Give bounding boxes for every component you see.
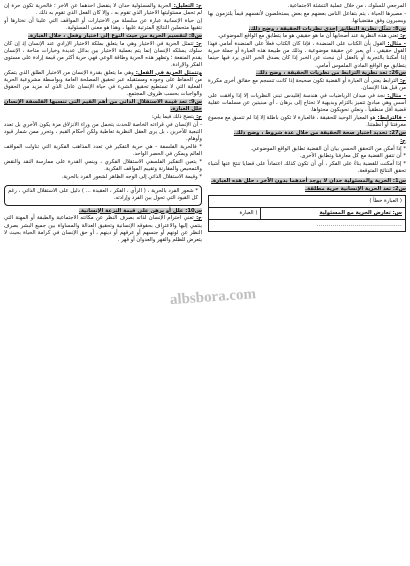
boxed-note: * شعور الفرد بالحرية ، ( الرأي ، الفكر ، العقيدة ... ) دليل على الاستقلال الذاتي ، رغم كل القيود التي تحول بين الفرد وإرادته. xyxy=(4,185,202,205)
paragraph-label: - مثال: xyxy=(385,41,406,48)
question-heading-text: س10: علل أو برهن على قيمة النزعة الإنسانية. xyxy=(78,207,202,214)
paragraph xyxy=(4,174,202,181)
question-heading-text: س26: تعد نظرية الترابط من نظريات الحقيقة ، وضح ذلك. xyxy=(255,70,406,77)
paragraph-label: - فالترابط: xyxy=(375,115,406,122)
left-column xyxy=(4,3,202,564)
spacer xyxy=(4,181,202,183)
paragraph xyxy=(208,11,406,25)
question-heading-text: س8: تمثّل نظرية التطابق إحدى نظريات الحقيقة ، وضح ذلك. xyxy=(248,25,406,32)
paragraph xyxy=(208,78,406,92)
question-heading-text: س9: تعد قيمة الاستقلال الذاتي من أهم القيم التي تنسبها الفلسفة الإنسان حلل العبارة. xyxy=(4,99,202,113)
paragraph-text: إن حياة الإنسانية عبارة عن سلسلة من الاختيارات أو المواقف التي علينا أن نختارها أو نتقيها متحملين النتائج المترتبة عليها ، وهذا هو معنى المسئولية. xyxy=(4,17,202,32)
paragraph-label: ج: xyxy=(398,33,406,40)
table-cell-subject: ( العبارة xyxy=(209,208,261,220)
question-heading-text: س27: تحديد اختبار صحة الحقيقة من خلال عدة شروط ، وضح ذلك. xyxy=(233,130,406,136)
paragraph xyxy=(4,18,202,32)
paragraph-text: - مصيرها الحياة ، يتم بتفاعل الناس بعضهم مع بعض يستخلصون لأنفسهم قيماً يلتزمون بها ويسيرون وفق مقتضياتها. xyxy=(208,10,406,24)
paragraph-text: * إذا أمكنت للقضية بناءً على الفكر ، أي أن تكون كذلك اعتماداً على قضايا تنتج عنها أشياء تحقق النتائج المتوقعة. xyxy=(208,161,406,175)
paragraph-text: الترابط يعني أن العبارة أو القضية تكون صحيحة إذا كانت تنسجم مع حقائق أخرى مكررة من قبل هذا الإنسان. xyxy=(208,78,406,92)
paragraph xyxy=(4,159,202,173)
paragraph-text: الحرية والمسئولية حدان لا ينفصل أحدهما عن الآخر ؛ فالحرية تكون حرة إن لم تحمل مسئوليتها الاختيار الذي تقوم به ، وإلا كان الفعل الذي تقوم به ذلك . xyxy=(4,3,202,17)
question-heading xyxy=(208,130,406,137)
paragraph-text: هو المعيار الوحيد للحقيقة ، فالعبارة لا تكون باطلة إلا إذا لم تتسق مع مجموع معرفتنا أو أنظمتنا. xyxy=(208,115,406,129)
question-heading xyxy=(208,70,406,77)
question-heading xyxy=(4,99,202,113)
right-column xyxy=(208,3,406,564)
question-heading-text: س2: تعد الحرية الإنسانية حرية مطلقة. xyxy=(305,186,406,193)
paragraph-text: * فالحرية الفلسفة - هي حرية التفكير في تعدد المذاهب الفكرية التي تناولت المواقف العالم ويمكن في الحصر الواحد. xyxy=(4,143,202,157)
table-cell-dots: ........................................... xyxy=(209,220,406,232)
paragraph-text: نجد في ميدان الرياضيات في هندسة إقليدس تبنى النظريات إلا إذا وافقت على أسس وهي مبادئ تتميز بالتزام وبديهية لا تحتاج إلى برهان ، أي مبنيتين عن مسلمات عقلية قضية أقل منطقياً ، ونعلي نحويكون محتواها. xyxy=(208,93,406,114)
paragraph-label: ج: التعليل: xyxy=(171,3,202,9)
question-heading xyxy=(208,186,406,193)
paragraph xyxy=(208,3,406,10)
table-row xyxy=(209,220,406,232)
paragraph-text: المرجعي للسلوك ، من خلال عملية التنشئة الاجتماعية. xyxy=(287,3,406,9)
paragraph xyxy=(208,41,406,70)
paragraph-text: * يتعين التفكير الفلسفي الاستقلال الفكري ، وينمي القدرة على ممارسة النقد والنقض والتمحيص والمقارنة وتقييم المواقف الفكرية. xyxy=(4,158,202,172)
paragraph-label: ج: xyxy=(194,113,202,120)
paragraph-text: القول بأن الكتاب على المنضدة ، فإذا كان الكتاب فعلاً على المنضدة أمامي فهذا القول حقيقي ، أي يعبر عن حقيقة موضوعية ، وذلك من طبيعة هذه العبارة أو جملة خبرية إذا أمكننا بالتجربة أو بالعقل أن نبحث عن الخبر إذا كان يصدق الخبر الذي يرد فيها حينما يتطابق مع الواقع المادي الملموس أمامي. xyxy=(208,41,406,69)
answer-table xyxy=(208,195,406,232)
paragraph xyxy=(4,41,202,70)
paragraph xyxy=(4,144,202,158)
bottom-questions xyxy=(208,178,406,232)
paragraph xyxy=(4,3,202,17)
paragraph-text: يتضح ذلك فيما يلي: xyxy=(151,113,195,120)
paragraph xyxy=(208,33,406,40)
paragraph xyxy=(4,114,202,121)
question-heading-text: س8: لتقسيم الحرية من حيث النوع إلى اختيار وفعل ، خلال العبارة. xyxy=(28,32,202,39)
paragraph xyxy=(208,146,406,153)
paragraph-label: ج: xyxy=(193,40,202,47)
paragraph-label: ج: xyxy=(400,137,406,144)
question-heading xyxy=(4,208,202,215)
paragraph xyxy=(208,115,406,129)
paragraph xyxy=(4,215,202,244)
paragraph-label: وتتمثل الحرية في الفعل: xyxy=(133,69,202,76)
paragraph xyxy=(208,161,406,175)
paragraph-text: - أن الإنسان في قراءته الخاصة للحدث يتحمل من وراء الانزلاق مرة يكون الآخري بل تعدد التبعية للآخرين ، بل يرى العقل النظرية تعاطية ولكن أحكام القيم ، وتحرر ممن شمار قيود وأوهام. xyxy=(4,121,202,142)
question-heading-text: س1: الحرية والمسئولية حدان لا يوجد أحدهما بدون الآخر ، حلل هذه العبارة. xyxy=(211,178,406,185)
question-heading xyxy=(4,33,202,40)
paragraph-label: - مثال: xyxy=(384,93,406,100)
paragraph xyxy=(208,138,406,145)
paragraph xyxy=(208,153,406,160)
paragraph-text: تعني هذه النظرية عند أصحابها أن ما هو حقيقي هو ما يتطابق مع الواقع الموضوعي. xyxy=(217,33,399,40)
paragraph-text: * وقيمة الاستقلال الذاتي إلى الوجه الظاهر لشعور الفرد بالحرية. xyxy=(61,173,202,180)
question-heading xyxy=(208,178,406,185)
site-watermark: albsbora.com xyxy=(169,286,257,309)
table-row xyxy=(209,196,406,208)
paragraph-label: ج: xyxy=(398,78,406,85)
paragraph-text: * إذا أمكن من التحقق الحسي بيان أن القضية تطابق الواقع الموضوعي. xyxy=(250,145,406,152)
table-cell-question: س: تعارض الحرية مع المسئولية xyxy=(261,208,406,220)
paragraph-text: * أن تتفق القضية مع كل معارفنا وتطابق الأخرى. xyxy=(299,153,406,160)
paragraph-text: وهي ما يتعلق بقدرة الإنسان من الاختيار الطلق الذي يتمكن من الحفاظ على وجوده ومستقبله عبر تحقيق المصلحة العامة وبواسطة مشروعية الحرية الفعلية التي لا تستطيع تحقيق الشيء في حياة الإنسان عادل الذي له مزيد من الحقوق والواجبات بحسب ظروف المجتمع. xyxy=(4,69,202,98)
paragraph-text: تتمثل الحرية في الاختيار وهي ما يتعلق بملكة الاختيار الإرادي عند الإنسان إذ إن كان سلوك يسلكه الإنسان إنما يتم بعملية الاختيار بين بدائل عديدة وخيارات متاحة ، الإنسان يقدم المنفعة ؛ وتظهر هذه الحرية وطاقة الوعي فهي حرية أكثر من قيمة إرادة على مستوى الفكر والإرادة. xyxy=(4,40,202,69)
paragraph xyxy=(208,93,406,114)
table-cell-blank-label: ( العبارة خطأ ) xyxy=(209,196,406,208)
question-heading xyxy=(208,26,406,33)
table-row xyxy=(209,208,406,220)
paragraph-label: ج: xyxy=(193,215,202,222)
paragraph xyxy=(4,122,202,143)
paragraph xyxy=(4,70,202,99)
paragraph-text: تعني احترام الإنسان لذاته بصرف النظر عن مكانته الاجتماعية والطبقة أو المهنة التي ينتمي إليها والاعتراف بحقوقه الإنسانية وتحقيق العدالة والمساواة بين جميع البشر بصرف النظر عن لونهم أو جنسهم أو عرقهم أو دينهم ، أو حق الإنسان في كرامة الحياة بحيث لا يتعرض للظلم والقهر والعدوان أو قهر . xyxy=(4,215,202,243)
